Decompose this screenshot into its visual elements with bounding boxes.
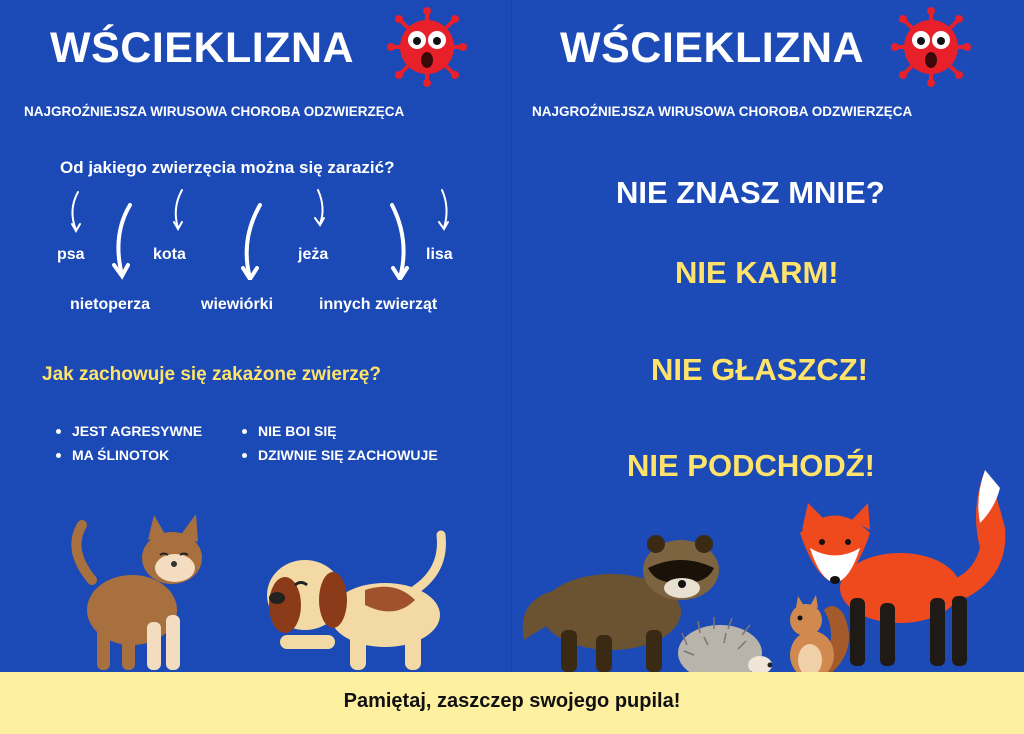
dog-illustration bbox=[255, 530, 455, 675]
footer-reminder: Pamiętaj, zaszczep swojego pupila! bbox=[343, 690, 681, 712]
symptom-fearless: NIE BOI SIĘ bbox=[242, 423, 438, 439]
rule-dont-approach: NIE PODCHODŹ! bbox=[627, 448, 875, 483]
animal-hedgehog: jeża bbox=[298, 246, 329, 263]
animal-fox: lisa bbox=[426, 246, 453, 263]
left-subtitle: NAJGROŹNIEJSZA WIRUSOWA CHOROBA ODZWIERZĘCA bbox=[24, 104, 405, 119]
right-panel bbox=[512, 0, 1024, 672]
virus-icon bbox=[890, 6, 972, 88]
left-panel bbox=[0, 0, 512, 672]
animal-cat: kota bbox=[153, 246, 186, 263]
arrows-graphic bbox=[0, 180, 512, 280]
symptom-aggressive: JEST AGRESYWNE bbox=[56, 423, 202, 439]
rule-dont-feed: NIE KARM! bbox=[675, 255, 839, 290]
virus-icon bbox=[386, 6, 468, 88]
symptoms-list-2 bbox=[242, 423, 438, 471]
animal-squirrel: wiewiórki bbox=[201, 296, 274, 313]
animal-bat: nietoperza bbox=[70, 296, 151, 313]
fox-illustration bbox=[780, 468, 1024, 673]
dont-know-me: NIE ZNASZ MNIE? bbox=[616, 175, 885, 210]
symptom-strange: DZIWNIE SIĘ ZACHOWUJE bbox=[242, 447, 438, 463]
question-source: Od jakiego zwierzęcia można się zarazić? bbox=[60, 158, 395, 177]
animal-other: innych zwierząt bbox=[319, 296, 438, 313]
left-title: WŚCIEKLIZNA bbox=[50, 24, 355, 72]
cat-illustration bbox=[62, 510, 212, 675]
question-behavior: Jak zachowuje się zakażone zwierzę? bbox=[42, 364, 381, 385]
right-subtitle: NAJGROŹNIEJSZA WIRUSOWA CHOROBA ODZWIERZĘCA bbox=[532, 104, 913, 119]
animal-dog: psa bbox=[57, 246, 85, 263]
rule-dont-pet: NIE GŁASZCZ! bbox=[651, 352, 868, 387]
symptoms-list-1 bbox=[56, 423, 202, 471]
symptom-drooling: MA ŚLINOTOK bbox=[56, 447, 202, 463]
right-title: WŚCIEKLIZNA bbox=[560, 24, 865, 72]
